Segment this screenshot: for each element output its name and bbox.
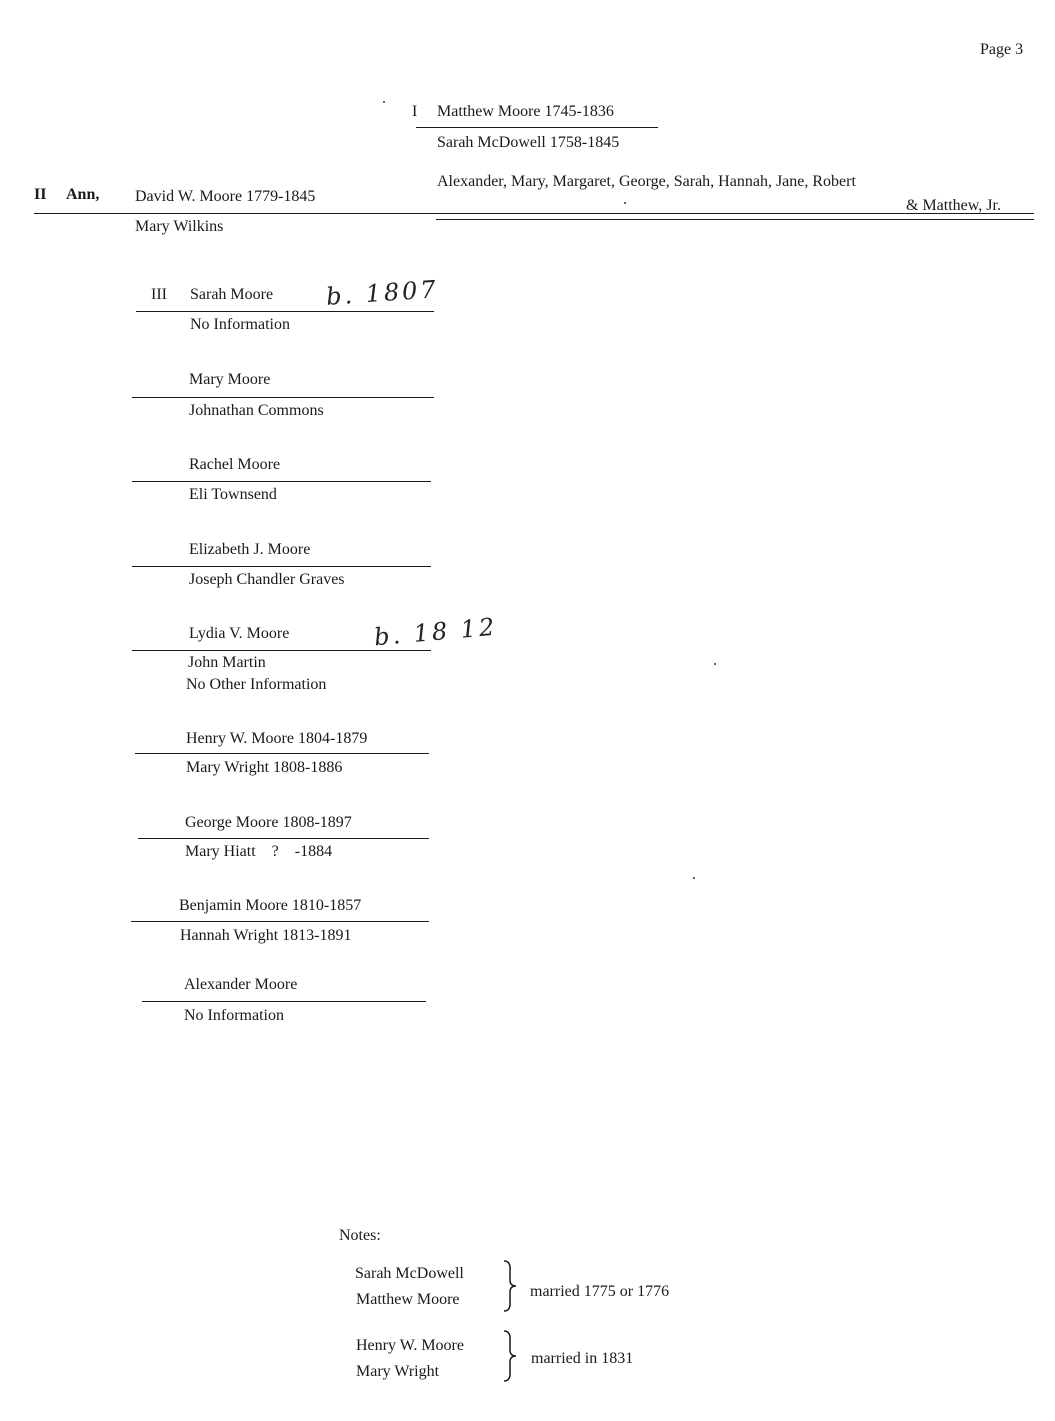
gen2-spouse-1: David W. Moore 1779-1845 <box>135 188 316 205</box>
child-name: Elizabeth J. Moore <box>189 541 311 558</box>
gen1-children-line-1: Alexander, Mary, Margaret, George, Sarah, Hannah, Jane, Robert <box>437 173 856 190</box>
child-marriage-line <box>132 650 431 651</box>
scan-speck <box>693 877 695 879</box>
scan-speck <box>624 202 626 204</box>
note-person-1: Henry W. Moore <box>356 1337 464 1354</box>
child-detail: John Martin <box>188 654 266 671</box>
gen1-spouse-name: Sarah McDowell 1758-1845 <box>437 134 620 151</box>
handwritten-birth-note: b. 18 12 <box>373 612 499 652</box>
note-text: married in 1831 <box>531 1350 634 1367</box>
gen1-numeral: I <box>412 103 418 120</box>
child-name: Sarah Moore <box>190 286 274 303</box>
child-marriage-line <box>142 1001 426 1002</box>
gen2-name: Ann, <box>66 186 100 203</box>
note-text: married 1775 or 1776 <box>530 1283 670 1300</box>
notes-heading: Notes: <box>339 1227 381 1244</box>
child-marriage-line <box>136 311 434 312</box>
gen1-children-line-2: & Matthew, Jr. <box>906 197 1001 214</box>
child-detail: Mary Wright 1808-1886 <box>186 759 343 776</box>
gen1-children-rule <box>436 219 1034 220</box>
child-name: Lydia V. Moore <box>189 625 290 642</box>
child-detail: No Information <box>184 1007 284 1024</box>
note-person-2: Matthew Moore <box>356 1291 460 1308</box>
child-detail: Joseph Chandler Graves <box>189 571 345 588</box>
scan-speck <box>383 101 385 103</box>
child-marriage-line <box>138 838 429 839</box>
handwritten-birth-note: b. 1807 <box>325 275 440 311</box>
gen1-head-name: Matthew Moore 1745-1836 <box>437 103 614 120</box>
note-person-2: Mary Wright <box>356 1363 440 1380</box>
child-name: Benjamin Moore 1810-1857 <box>179 897 362 914</box>
child-marriage-line <box>132 397 434 398</box>
child-detail-extra: No Other Information <box>186 676 327 693</box>
child-name: Henry W. Moore 1804-1879 <box>186 730 368 747</box>
child-marriage-line <box>131 921 429 922</box>
gen1-marriage-line <box>416 127 658 128</box>
child-name: Rachel Moore <box>189 456 281 473</box>
right-brace-icon <box>500 1259 520 1313</box>
child-detail: Hannah Wright 1813-1891 <box>180 927 352 944</box>
child-detail: Johnathan Commons <box>189 402 324 419</box>
right-brace-icon <box>500 1329 520 1383</box>
gen2-numeral: II <box>34 186 47 203</box>
page-number: Page 3 <box>980 41 1024 58</box>
child-name: George Moore 1808-1897 <box>185 814 352 831</box>
child-detail: Eli Townsend <box>189 486 277 503</box>
child-marriage-line <box>132 566 431 567</box>
child-detail: Mary Hiatt ? -1884 <box>185 843 333 860</box>
child-marriage-line <box>135 753 429 754</box>
gen3-numeral: III <box>151 286 167 303</box>
child-name: Mary Moore <box>189 371 271 388</box>
child-detail: No Information <box>190 316 290 333</box>
note-person-1: Sarah McDowell <box>355 1265 464 1282</box>
scan-speck <box>714 663 716 665</box>
gen2-marriage-line <box>34 213 1034 214</box>
gen2-spouse-2: Mary Wilkins <box>135 218 224 235</box>
child-name: Alexander Moore <box>184 976 298 993</box>
child-marriage-line <box>132 481 431 482</box>
